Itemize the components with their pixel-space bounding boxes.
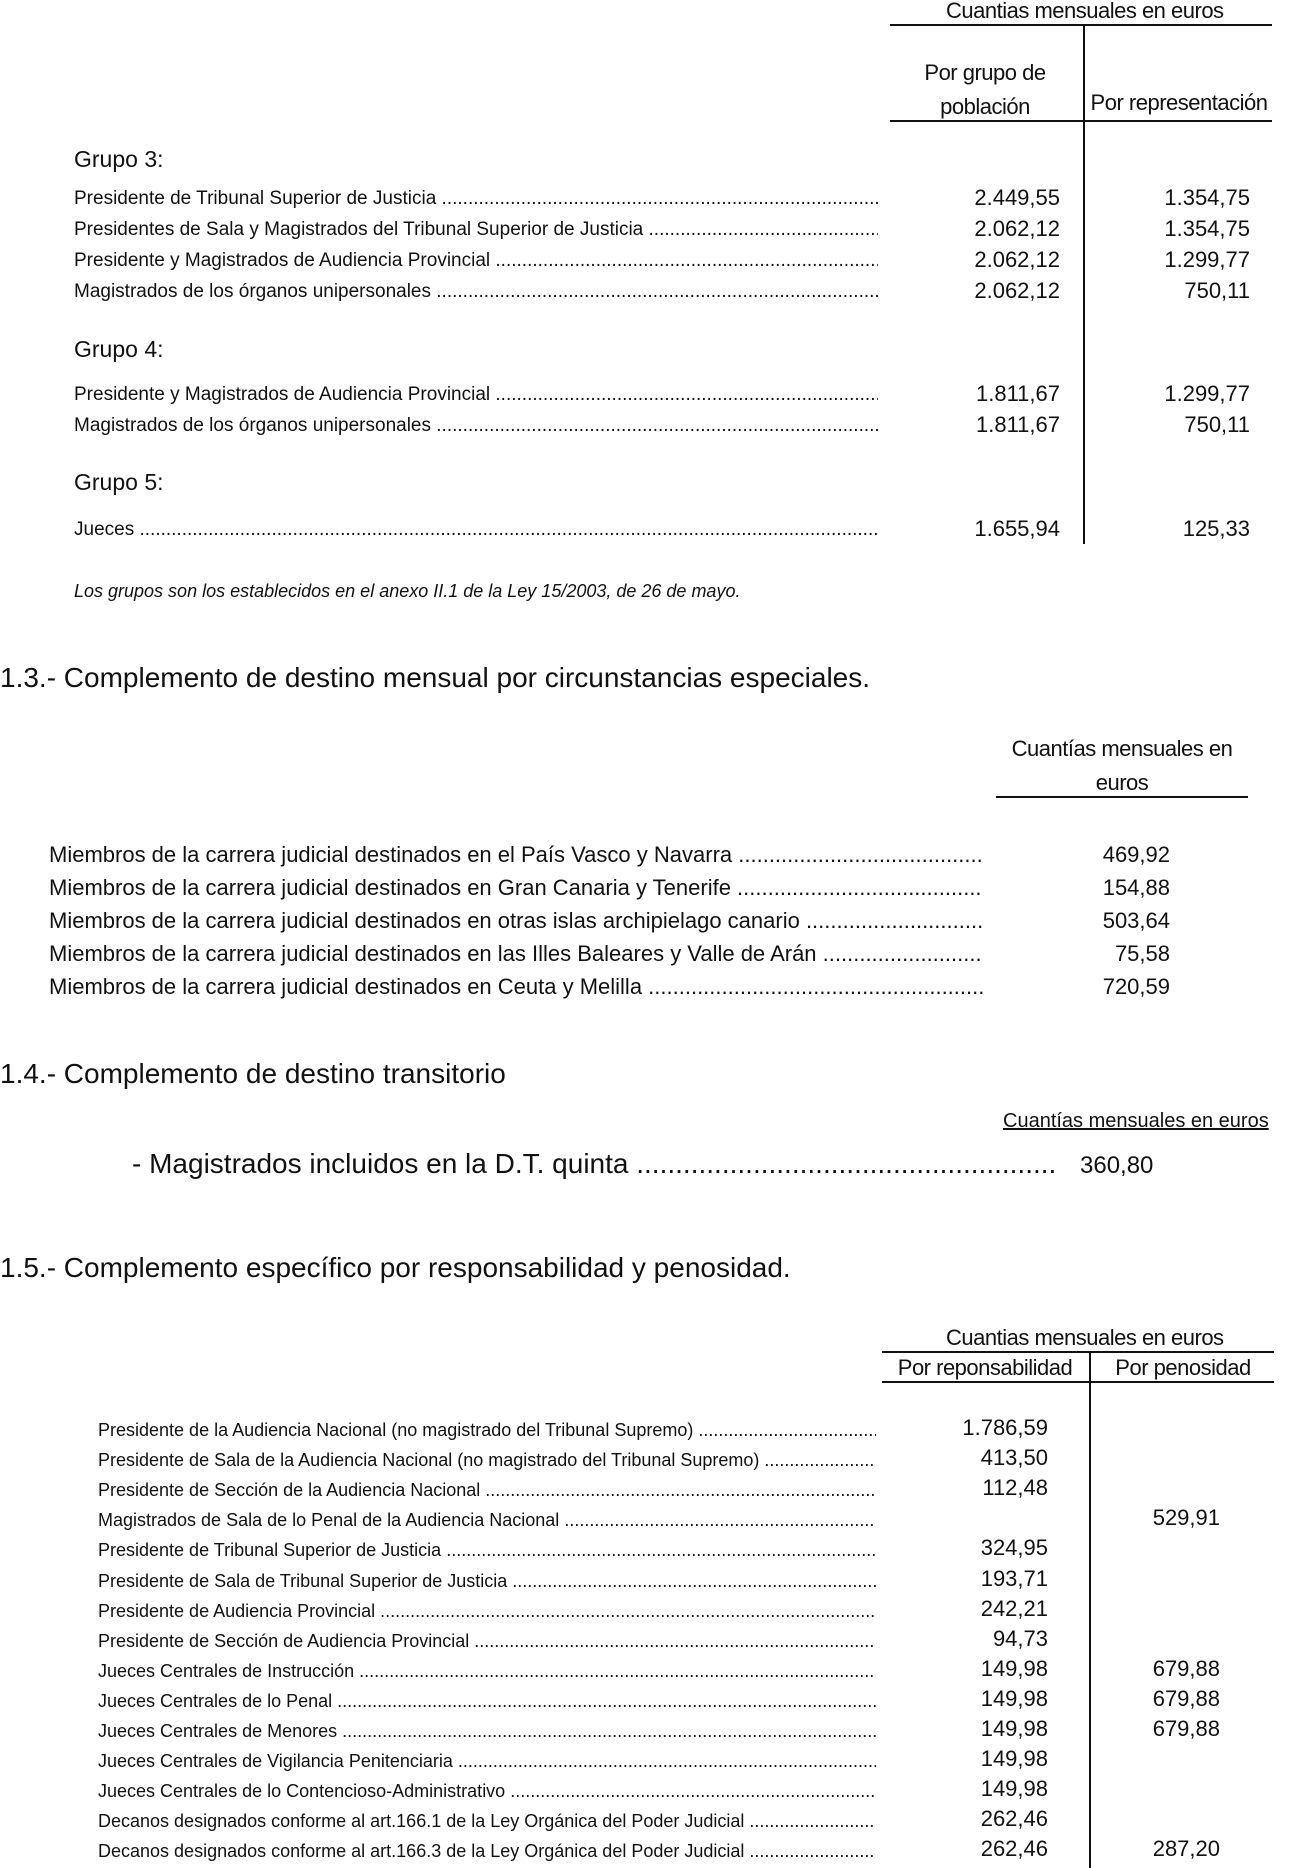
table-row-label: Magistrados de Sala de lo Penal de la Audiencia Nacional .....: [98, 1510, 876, 1531]
value-responsabilidad: 193,71: [980, 1565, 1048, 1591]
table-header-main: Cuantias mensuales en euros: [946, 0, 1224, 23]
table-row-label: Decanos designados conforme al art.166.1 de la Ley Orgánica del Poder Judicial .....: [98, 1811, 876, 1832]
value-penosidad: 679,88: [1152, 1685, 1220, 1711]
col-header-underline: [882, 1381, 1274, 1383]
table-row-label: Presidente de la Audiencia Nacional (no magistrado del Tribunal Supremo) .....: [98, 1420, 876, 1441]
value-responsabilidad: 413,50: [980, 1445, 1048, 1471]
col-header-underline: [890, 120, 1272, 122]
value-responsabilidad: 324,95: [980, 1535, 1048, 1561]
column-divider: [1089, 1351, 1091, 1868]
table-row-label: Presidentes de Sala y Magistrados del Tribunal Superior de Justicia .....: [74, 219, 878, 241]
col-header-responsabilidad: Por reponsabilidad: [897, 1355, 1073, 1380]
list-item-label: Miembros de la carrera judicial destinados en otras islas archipielago canario .....: [49, 908, 983, 934]
list-item-value: 469,92: [1102, 842, 1170, 867]
section-header: Cuantías mensuales en euros: [1011, 736, 1233, 795]
value-poblacion: 1.811,67: [975, 381, 1060, 406]
list-item-value: 503,64: [1102, 908, 1170, 933]
header-underline: [890, 24, 1272, 26]
value-penosidad: 529,91: [1152, 1505, 1220, 1531]
table-row-label: Presidente de Sala de la Audiencia Nacional (no magistrado del Tribunal Supremo) .....: [98, 1450, 876, 1471]
value-responsabilidad: 94,73: [992, 1625, 1048, 1651]
list-item-label: Miembros de la carrera judicial destinados en las Illes Baleares y Valle de Arán .....: [49, 941, 983, 967]
value-responsabilidad: 262,46: [980, 1836, 1048, 1862]
value-representacion: 1.354,75: [1164, 216, 1250, 241]
value-responsabilidad: 149,98: [980, 1685, 1048, 1711]
table-row-label: Jueces Centrales de lo Penal .....: [98, 1691, 876, 1712]
value-representacion: 750,11: [1184, 278, 1250, 303]
value-poblacion: 2.062,12: [974, 247, 1060, 272]
list-item-value: 75,58: [1114, 941, 1170, 966]
value-penosidad: 679,88: [1152, 1655, 1220, 1681]
table-row-label: Jueces Centrales de lo Contencioso-Administrativo .....: [98, 1781, 876, 1802]
table-row-label: Presidente de Tribunal Superior de Justicia .....: [98, 1540, 876, 1561]
value-poblacion: 1.811,67: [975, 412, 1060, 437]
table-row-label: Magistrados de los órganos unipersonales .....: [74, 281, 878, 303]
value-responsabilidad: 1.786,59: [962, 1415, 1048, 1440]
header-underline: [882, 1351, 1274, 1353]
value-poblacion: 2.062,12: [974, 216, 1060, 241]
table-row-label: Magistrados de los órganos unipersonales .....: [74, 415, 878, 437]
list-item-label: Miembros de la carrera judicial destinados en Ceuta y Melilla .....: [49, 974, 983, 1000]
table-row-label: Presidente de Sección de Audiencia Provincial .....: [98, 1631, 876, 1652]
value-responsabilidad: 149,98: [980, 1655, 1048, 1681]
table-row-label: Presidente y Magistrados de Audiencia Provincial .....: [74, 384, 878, 406]
table-row-label: Presidente de Sala de Tribunal Superior de Justicia .....: [98, 1571, 876, 1592]
table-row-label: Decanos designados conforme al art.166.3 de la Ley Orgánica del Poder Judicial .....: [98, 1841, 876, 1862]
col-header-representacion: Por representación: [1090, 90, 1268, 115]
list-item-label: Miembros de la carrera judicial destinados en el País Vasco y Navarra .....: [49, 842, 983, 868]
header-underline: [996, 796, 1248, 798]
section-title: 1.5.- Complemento específico por responsabilidad y penosidad.: [0, 1252, 791, 1283]
table-row-label: Presidente de Audiencia Provincial .....: [98, 1601, 876, 1622]
value-responsabilidad: 112,48: [982, 1475, 1048, 1501]
value-representacion: 1.354,75: [1164, 185, 1250, 210]
value-poblacion: 1.655,94: [974, 516, 1060, 541]
section-title: 1.4.- Complemento de destino transitorio: [0, 1058, 506, 1089]
list-item-value: 720,59: [1102, 974, 1170, 999]
list-item-label: Miembros de la carrera judicial destinados en Gran Canaria y Tenerife .....: [49, 875, 983, 901]
row-label: - Magistrados incluidos en la D.T. quinta .....: [132, 1148, 1054, 1180]
value-poblacion: 2.062,12: [974, 278, 1060, 303]
value-responsabilidad: 262,46: [980, 1806, 1048, 1832]
value-representacion: 1.299,77: [1164, 381, 1250, 406]
group-5-heading: Grupo 5:: [74, 469, 164, 495]
table-row-label: Jueces Centrales de Vigilancia Penitenciaria .....: [98, 1751, 876, 1772]
table-row-label: Jueces .....: [74, 519, 878, 541]
col-header-poblacion: Por grupo de población: [924, 60, 1046, 119]
value-poblacion: 2.449,55: [974, 185, 1060, 210]
section-header: Cuantías mensuales en euros: [1003, 1110, 1269, 1132]
table-row-label: Presidente y Magistrados de Audiencia Provincial .....: [74, 250, 878, 272]
table-row-label: Presidente de Tribunal Superior de Justicia .....: [74, 188, 878, 210]
list-item-value: 154,88: [1102, 875, 1170, 900]
group-3-heading: Grupo 3:: [74, 146, 164, 172]
value-representacion: 125,33: [1182, 516, 1250, 541]
table-footnote: Los grupos son los establecidos en el anexo II.1 de la Ley 15/2003, de 26 de mayo.: [74, 581, 741, 601]
group-4-heading: Grupo 4:: [74, 336, 164, 362]
value-responsabilidad: 242,21: [980, 1595, 1048, 1621]
value-penosidad: 679,88: [1152, 1716, 1220, 1741]
table-header-main: Cuantias mensuales en euros: [946, 1325, 1224, 1350]
row-value: 360,80: [1080, 1152, 1154, 1179]
section-title: 1.3.- Complemento de destino mensual por circunstancias especiales.: [0, 662, 871, 693]
value-responsabilidad: 149,98: [980, 1776, 1048, 1802]
table-row-label: Jueces Centrales de Menores .....: [98, 1721, 876, 1742]
value-representacion: 1.299,77: [1164, 247, 1250, 272]
column-divider: [1083, 24, 1085, 544]
table-row-label: Jueces Centrales de Instrucción .....: [98, 1661, 876, 1682]
value-responsabilidad: 149,98: [980, 1716, 1048, 1741]
value-responsabilidad: 149,98: [980, 1746, 1048, 1772]
table-row-label: Presidente de Sección de la Audiencia Nacional .....: [98, 1480, 876, 1501]
value-representacion: 750,11: [1184, 412, 1250, 437]
col-header-penosidad: Por penosidad: [1115, 1355, 1251, 1380]
value-penosidad: 287,20: [1152, 1836, 1220, 1862]
